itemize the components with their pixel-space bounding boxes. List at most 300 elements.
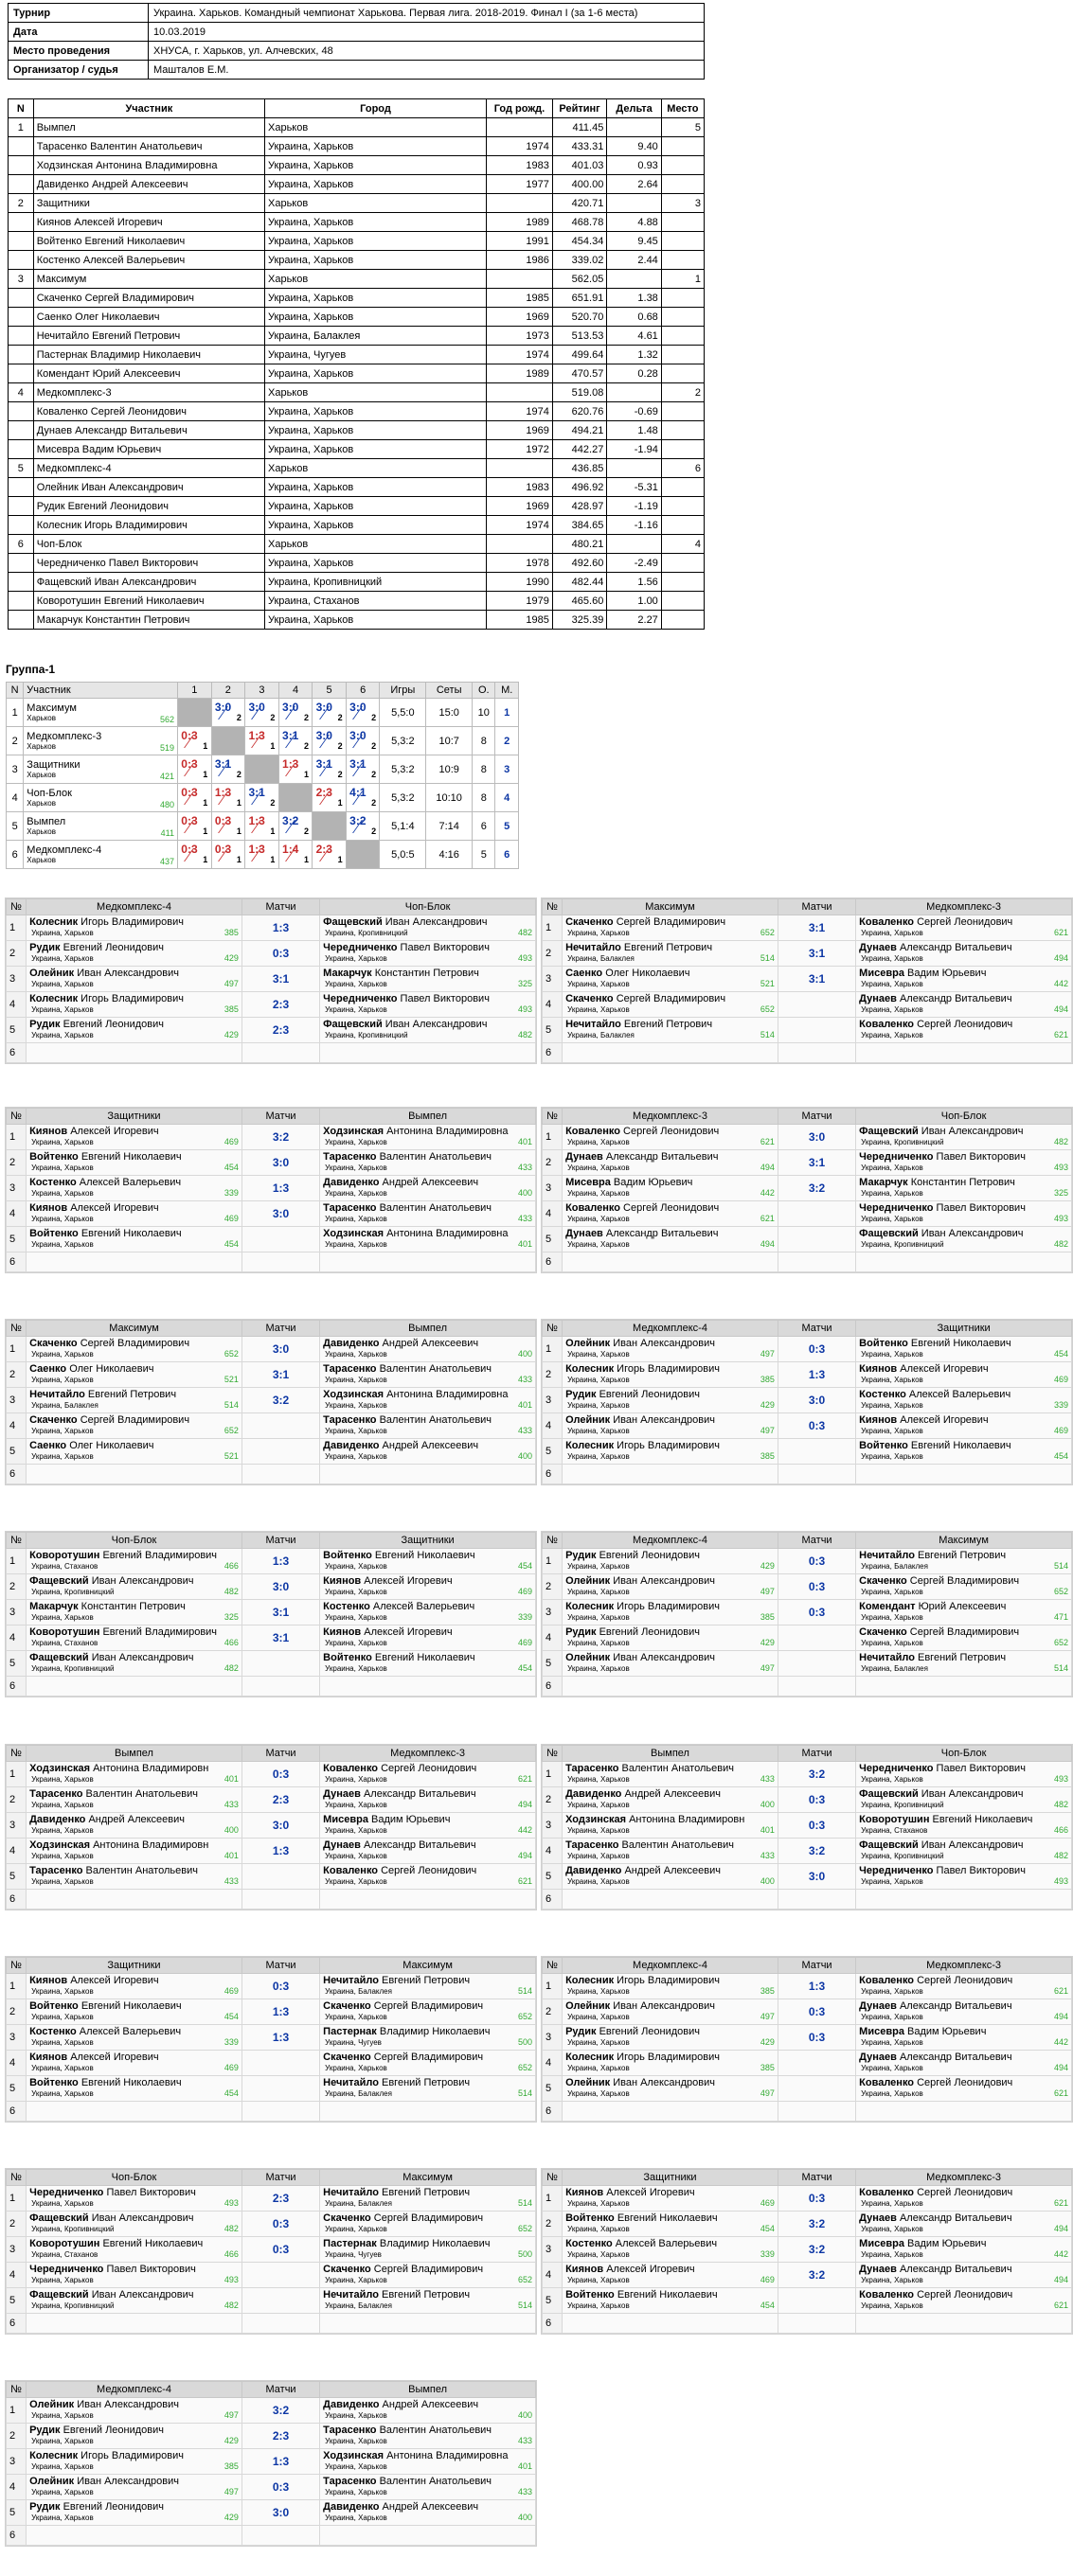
- player-given-name: Алексей Игоревич: [70, 1202, 159, 1214]
- player-left: [27, 1018, 242, 1043]
- info-row: [9, 61, 705, 80]
- match-team1: Чоп-Блок: [27, 1533, 242, 1549]
- player-name: [859, 1763, 1068, 1775]
- participant-name: Костенко Алексей Валерьевич: [33, 251, 264, 270]
- player-surname: Дунаев: [859, 2052, 897, 2063]
- game-score: 0:3: [241, 2237, 319, 2263]
- player-left: [27, 1787, 242, 1813]
- player-rating: 497: [224, 2410, 239, 2420]
- player-surname: Войтенко: [29, 2000, 79, 2012]
- player-rating: 454: [224, 1163, 239, 1172]
- birth-year: 1974: [487, 137, 553, 156]
- player-surname: Тарасенко: [323, 1202, 377, 1214]
- group-result-cell: [346, 784, 380, 812]
- player-name: [859, 1414, 1068, 1427]
- player-right: [320, 1626, 536, 1651]
- group-team-city: Харьков: [27, 714, 56, 722]
- game-number: 2: [7, 1574, 27, 1600]
- player-left: [27, 1176, 242, 1201]
- player-name: [565, 1228, 775, 1240]
- player-left: [563, 2237, 778, 2263]
- player-rating: 469: [760, 2198, 775, 2208]
- player-given-name: Валентин Анатольевич: [379, 1202, 492, 1214]
- game-number: 2: [7, 2212, 27, 2237]
- player-rating: 433: [517, 2487, 532, 2496]
- player-given-name: Павел Викторович: [106, 2264, 196, 2275]
- match-col-n: №: [7, 1746, 27, 1762]
- match-team1: Чоп-Блок: [27, 2170, 242, 2186]
- player-city: Украина, Харьков: [31, 1240, 94, 1249]
- empty-cell: [27, 2526, 242, 2546]
- player-city: Украина, Харьков: [325, 1613, 387, 1622]
- player-given-name: Вадим Юрьевич: [907, 968, 987, 979]
- game-number: 1: [543, 915, 563, 941]
- group-result-points: 1: [304, 770, 310, 779]
- player-right: [856, 1227, 1072, 1252]
- group-result-points: 1: [236, 855, 241, 864]
- player-name: [565, 1363, 775, 1376]
- player-rating: 339: [1053, 1400, 1068, 1410]
- player-rating: 497: [760, 2012, 775, 2021]
- group-result-score: 0:3: [181, 814, 198, 827]
- group-sets: 10:9: [426, 755, 473, 784]
- player-given-name: Алексей Валерьевич: [79, 1177, 182, 1188]
- player-left: [27, 1150, 242, 1176]
- game-number: 4: [7, 992, 27, 1018]
- group-result: [179, 812, 209, 837]
- empty-cell: [320, 1252, 536, 1272]
- player-right: [320, 2449, 536, 2475]
- player-rating: 482: [224, 2301, 239, 2310]
- game-score: 3:1: [778, 915, 855, 941]
- player-surname: Коваленко: [859, 916, 915, 928]
- game-score: 3:0: [241, 1201, 319, 1227]
- player-left: [27, 1626, 242, 1651]
- player-right: [320, 2263, 536, 2288]
- participant-name: Медкомплекс-4: [33, 459, 264, 478]
- row-number: 4: [9, 383, 34, 402]
- group-result-cell: [211, 841, 245, 869]
- player-rating: 325: [517, 979, 532, 988]
- player-city: Украина, Харьков: [325, 2013, 387, 2021]
- player-city: Украина, Харьков: [861, 2225, 923, 2233]
- group-team: [24, 812, 178, 841]
- match-team2: Максимум: [320, 2170, 536, 2186]
- group-result-score: 3:1: [282, 729, 299, 742]
- match-header-row: [7, 1109, 536, 1125]
- player-name: [29, 2077, 239, 2089]
- player-city: Украина, Харьков: [861, 2038, 923, 2047]
- group-row-number: 6: [7, 841, 24, 869]
- group-col-n: N: [7, 683, 24, 699]
- match-game-row: [543, 1018, 1072, 1043]
- match-table: [6, 898, 536, 1063]
- player-city: Украина, Харьков: [567, 929, 630, 937]
- player-name: [323, 1550, 532, 1562]
- birth-year: 1969: [487, 497, 553, 516]
- player-surname: Колесник: [29, 916, 79, 928]
- player-right: [320, 1388, 536, 1413]
- match-team1: Медкомплекс-4: [563, 1533, 778, 1549]
- match-game-row: [7, 992, 536, 1018]
- player-given-name: Сергей Владимирович: [373, 2000, 484, 2012]
- match-header-row: [7, 1958, 536, 1974]
- match-table: [6, 2169, 536, 2334]
- empty-cell: [320, 2314, 536, 2334]
- player-rating: 494: [760, 1239, 775, 1249]
- match-header-row: [7, 1321, 536, 1337]
- group-games: 5,0:5: [380, 841, 426, 869]
- group-result: [280, 755, 311, 780]
- player-given-name: Сергей Леонидович: [917, 2077, 1013, 2088]
- player-right: [856, 941, 1072, 967]
- player-name: [565, 1389, 775, 1401]
- player-left: [27, 2076, 242, 2102]
- player-right: [856, 1974, 1072, 1999]
- match-game-row: [543, 1362, 1072, 1388]
- player-given-name: Олег Николаевич: [69, 1440, 154, 1451]
- birth-year: [487, 194, 553, 213]
- player-surname: Чередниченко: [323, 942, 398, 953]
- group-result-points: 2: [371, 826, 377, 836]
- player-given-name: Иван Александрович: [91, 1652, 194, 1663]
- group-result-score: 1:4: [282, 843, 299, 856]
- delta: 0.28: [607, 364, 661, 383]
- player-city: Украина, Харьков: [567, 1826, 630, 1835]
- birth-year: 1974: [487, 516, 553, 535]
- player-left: [27, 1574, 242, 1600]
- player-right: [856, 1549, 1072, 1574]
- player-given-name: Игорь Владимирович: [617, 1975, 720, 1986]
- group-sets: 10:10: [426, 784, 473, 812]
- player-rating: 466: [1053, 1825, 1068, 1835]
- game-number: 2: [543, 1999, 563, 2025]
- delta: 9.40: [607, 137, 661, 156]
- game-number: 5: [543, 1651, 563, 1677]
- player-given-name: Сергей Леонидович: [381, 1763, 477, 1774]
- info-key: Место проведения: [9, 42, 149, 61]
- game-number: 6: [7, 2526, 27, 2546]
- match-team1: Вымпел: [27, 1746, 242, 1762]
- info-value: Украина. Харьков. Командный чемпионат Харькова. Первая лига. 2018-2019. Финал I (за 1-6 места): [149, 4, 705, 23]
- player-city: Украина, Кропивницкий: [861, 1240, 944, 1249]
- player-left: [563, 1600, 778, 1626]
- delta: -5.31: [607, 478, 661, 497]
- game-score: 1:3: [241, 1549, 319, 1574]
- group-self-cell: [245, 755, 279, 784]
- player-city: Украина, Харьков: [31, 1350, 94, 1359]
- player-rating: 433: [224, 1876, 239, 1886]
- group-result: [246, 699, 277, 723]
- match-card: [541, 1319, 1073, 1485]
- city: Харьков: [265, 383, 487, 402]
- group-self-cell: [178, 699, 212, 727]
- group-result-points: 1: [203, 770, 208, 779]
- player-name: [29, 916, 239, 929]
- empty-cell: [320, 1677, 536, 1697]
- player-left: [563, 2263, 778, 2288]
- match-team2: Медкомплекс-3: [856, 2170, 1072, 2186]
- player-given-name: Павел Викторович: [936, 1763, 1026, 1774]
- player-name: [565, 2026, 775, 2038]
- player-city: Украина, Харьков: [31, 2276, 94, 2284]
- player-right: [320, 1227, 536, 1252]
- player-surname: Тарасенко: [323, 2476, 377, 2487]
- info-row: [9, 23, 705, 42]
- player-row: [9, 213, 705, 232]
- player-given-name: Игорь Владимирович: [80, 993, 184, 1004]
- player-surname: Киянов: [859, 1363, 898, 1375]
- player-given-name: Андрей Алексеевич: [88, 1814, 185, 1825]
- game-score: 3:2: [241, 1388, 319, 1413]
- player-city: Украина, Харьков: [861, 1164, 923, 1172]
- player-surname: Коваленко: [859, 2289, 915, 2301]
- info-value: 10.03.2019: [149, 23, 705, 42]
- group-title: Группа-1: [6, 663, 56, 676]
- group-result: [280, 699, 311, 723]
- player-given-name: Евгений Леонидович: [599, 1626, 701, 1638]
- game-score: [778, 992, 855, 1018]
- player-surname: Тарасенко: [565, 1763, 619, 1774]
- player-rating: 621: [1053, 928, 1068, 937]
- player-right: [320, 1439, 536, 1465]
- player-surname: Коворотушин: [859, 1814, 930, 1825]
- match-game-row: [543, 1549, 1072, 1574]
- player-right: [320, 992, 536, 1018]
- player-surname: Давиденко: [323, 1440, 380, 1451]
- player-right: [320, 1813, 536, 1839]
- game-number: 6: [7, 1465, 27, 1484]
- player-right: [856, 1362, 1072, 1388]
- match-game-row: [543, 1388, 1072, 1413]
- group-row: [7, 727, 519, 755]
- player-name: [323, 2212, 532, 2225]
- group-result-points: 1: [337, 798, 343, 808]
- participant-name: Олейник Иван Александрович: [33, 478, 264, 497]
- empty-cell: [241, 2314, 319, 2334]
- player-name: [565, 1440, 775, 1452]
- player-right: [856, 2025, 1072, 2051]
- game-number: 2: [543, 1574, 563, 1600]
- participant-name: Скаченко Сергей Владимирович: [33, 289, 264, 308]
- player-name: [29, 1414, 239, 1427]
- match-game-row: [7, 1600, 536, 1626]
- player-rating: 482: [517, 1030, 532, 1039]
- player-right: [856, 1787, 1072, 1813]
- delta: -1.94: [607, 440, 661, 459]
- participant-name: Саенко Олег Николаевич: [33, 308, 264, 327]
- player-name: [29, 2238, 239, 2250]
- game-number: 1: [543, 1974, 563, 1999]
- game-score: 0:3: [241, 941, 319, 967]
- info-value: Машталов Е.М.: [149, 61, 705, 80]
- group-row: [7, 841, 519, 869]
- delta: -0.69: [607, 402, 661, 421]
- player-left: [27, 1839, 242, 1864]
- group-team: [24, 841, 178, 869]
- player-left: [27, 2051, 242, 2076]
- match-game-row: [543, 1839, 1072, 1864]
- player-city: Украина, Харьков: [567, 2199, 630, 2208]
- group-result-score: 3:0: [248, 701, 265, 714]
- player-rating: 442: [1053, 2249, 1068, 2259]
- player-surname: Киянов: [565, 2264, 604, 2275]
- group-result-points: 2: [270, 713, 276, 722]
- empty-cell: [856, 1252, 1072, 1272]
- player-name: [29, 2425, 239, 2437]
- player-city: Украина, Кропивницкий: [31, 2225, 115, 2233]
- player-right: [320, 1762, 536, 1787]
- player-rating: 442: [760, 1188, 775, 1198]
- player-name: [565, 916, 775, 929]
- player-surname: Костенко: [29, 2026, 77, 2037]
- col-participant: Участник: [33, 99, 264, 118]
- player-city: Украина, Балаклея: [325, 1987, 392, 1996]
- player-rating: 521: [224, 1375, 239, 1384]
- player-city: Украина, Кропивницкий: [31, 1588, 115, 1596]
- player-row: [9, 327, 705, 346]
- player-surname: Чередниченко: [29, 2264, 104, 2275]
- match-game-row: [7, 1999, 536, 2025]
- game-score: 0:3: [778, 1574, 855, 1600]
- player-surname: Чередниченко: [859, 1202, 934, 1214]
- player-city: Украина, Стаханов: [31, 2250, 98, 2259]
- match-game-row: [7, 2398, 536, 2424]
- rating: 494.21: [552, 421, 606, 440]
- player-surname: Нечитайло: [859, 1550, 915, 1561]
- player-name: [859, 1575, 1068, 1588]
- player-name: [29, 1550, 239, 1562]
- birth-year: [487, 535, 553, 554]
- group-result-score: 3:0: [315, 701, 332, 714]
- group-row: [7, 784, 519, 812]
- player-name: [565, 1575, 775, 1588]
- game-number: 3: [543, 2237, 563, 2263]
- info-value: ХНУСА, г. Харьков, ул. Алчевских, 48: [149, 42, 705, 61]
- delta: 1.00: [607, 592, 661, 611]
- player-surname: Давиденко: [323, 2399, 380, 2410]
- empty-cell: [241, 1677, 319, 1697]
- city: Украина, Харьков: [265, 421, 487, 440]
- player-given-name: Андрей Алексеевич: [382, 1440, 479, 1451]
- player-right: [320, 915, 536, 941]
- player-given-name: Валентин Анатольевич: [85, 1788, 198, 1800]
- game-number: 6: [543, 1677, 563, 1697]
- player-surname: Скаченко: [29, 1414, 78, 1426]
- game-score: 0:3: [241, 1974, 319, 1999]
- player-left: [27, 2424, 242, 2449]
- delta: -1.19: [607, 497, 661, 516]
- player-surname: Мисевра: [859, 2026, 904, 2037]
- match-col-score: Матчи: [778, 1109, 855, 1125]
- player-surname: Войтенко: [323, 1550, 372, 1561]
- player-right: [856, 992, 1072, 1018]
- game-score: 0:3: [778, 1787, 855, 1813]
- match-game-row: [7, 1787, 536, 1813]
- player-city: Украина, Кропивницкий: [861, 1138, 944, 1146]
- rating: 442.27: [552, 440, 606, 459]
- birth-year: 1969: [487, 421, 553, 440]
- player-name: [565, 993, 775, 1005]
- game-score: 2:3: [241, 2186, 319, 2212]
- city: Украина, Харьков: [265, 440, 487, 459]
- player-name: [323, 993, 532, 1005]
- player-left: [563, 1974, 778, 1999]
- game-score: [778, 2051, 855, 2076]
- player-rating: 469: [224, 1137, 239, 1146]
- rating: 620.76: [552, 402, 606, 421]
- group-row-number: 1: [7, 699, 24, 727]
- game-number: 3: [543, 1813, 563, 1839]
- player-name: [29, 1389, 239, 1401]
- group-team-name: Медкомплекс-4: [27, 844, 102, 856]
- player-given-name: Евгений Николаевич: [102, 2238, 204, 2249]
- match-game-row: [543, 1974, 1072, 1999]
- player-given-name: Антонина Владимировна: [386, 1126, 509, 1137]
- player-surname: Олейник: [29, 2476, 75, 2487]
- empty-cell: [320, 1465, 536, 1484]
- match-header-row: [543, 1958, 1072, 1974]
- player-surname: Рудик: [565, 2026, 597, 2037]
- player-given-name: Иван Александрович: [91, 2289, 194, 2301]
- game-number: 3: [7, 2025, 27, 2051]
- game-score: 3:1: [241, 967, 319, 992]
- delta: 4.88: [607, 213, 661, 232]
- empty-cell: [241, 2526, 319, 2546]
- player-surname: Дунаев: [859, 942, 897, 953]
- player-right: [320, 1018, 536, 1043]
- player-name: [323, 2187, 532, 2199]
- group-result-cell: [211, 755, 245, 784]
- player-left: [27, 1362, 242, 1388]
- empty-cell: [563, 2314, 778, 2334]
- player-name: [859, 2052, 1068, 2064]
- player-name: [565, 2077, 775, 2089]
- city: Украина, Харьков: [265, 516, 487, 535]
- game-number: 1: [7, 2398, 27, 2424]
- match-team1: Защитники: [563, 2170, 778, 2186]
- row-number: [9, 554, 34, 573]
- group-result: [280, 841, 311, 865]
- player-name: [29, 1865, 239, 1877]
- row-number: [9, 478, 34, 497]
- player-surname: Скаченко: [323, 2264, 371, 2275]
- player-surname: Фащевский: [29, 2212, 89, 2224]
- row-number: [9, 251, 34, 270]
- player-name: [565, 1126, 775, 1138]
- player-name: [29, 2052, 239, 2064]
- delta: 1.32: [607, 346, 661, 364]
- player-city: Украина, Харьков: [861, 1376, 923, 1384]
- group-result: [213, 784, 243, 808]
- player-name: [29, 2212, 239, 2225]
- player-row: [9, 346, 705, 364]
- player-rating: 482: [224, 1663, 239, 1673]
- match-empty-row: [7, 1465, 536, 1484]
- match-game-row: [7, 1974, 536, 1999]
- match-team1: Медкомплекс-4: [563, 1321, 778, 1337]
- player-city: Украина, Кропивницкий: [861, 1801, 944, 1809]
- game-score: [778, 1201, 855, 1227]
- player-right: [320, 2237, 536, 2263]
- player-right: [856, 915, 1072, 941]
- player-surname: Нечитайло: [565, 942, 621, 953]
- game-score: [241, 2263, 319, 2288]
- player-left: [563, 1574, 778, 1600]
- birth-year: 1989: [487, 213, 553, 232]
- player-rating: 385: [760, 1612, 775, 1622]
- delta: [607, 459, 661, 478]
